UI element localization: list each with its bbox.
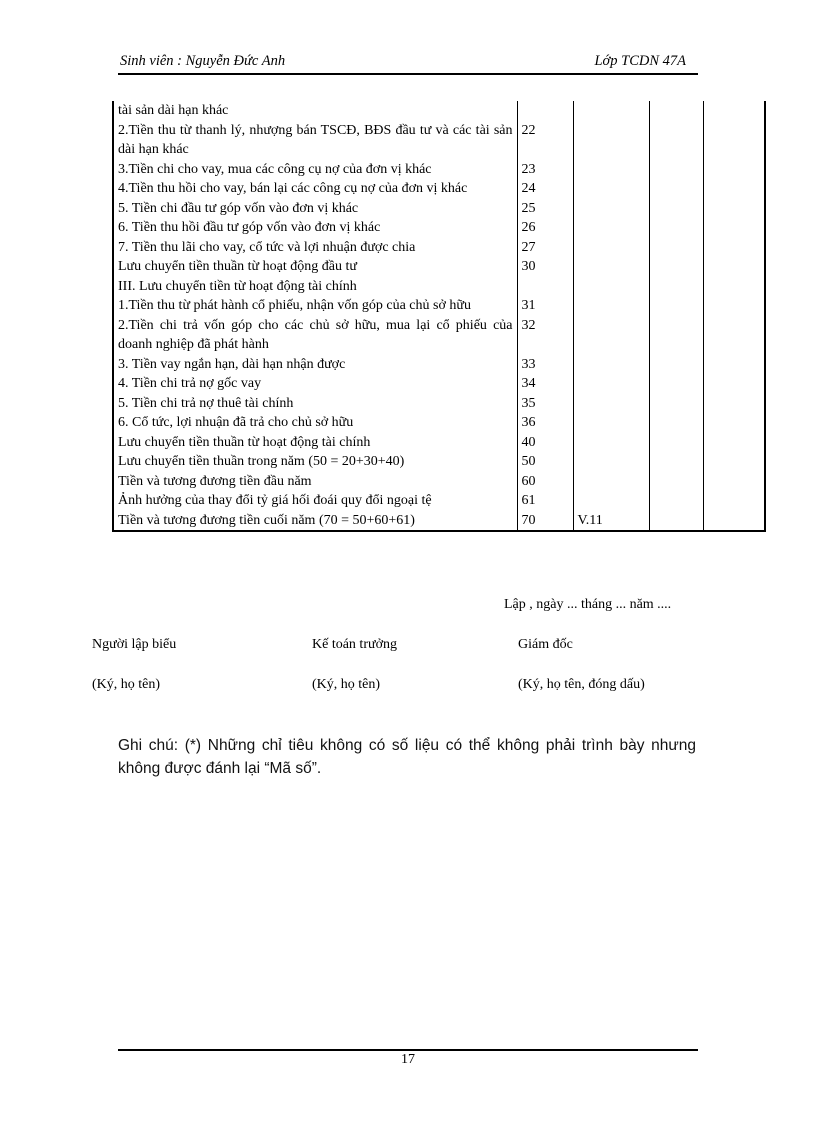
row-previous-year [703,296,765,316]
row-current-year [649,296,703,316]
row-code: 34 [517,374,573,394]
header-rule [118,73,698,75]
row-note [573,160,649,180]
row-previous-year [703,394,765,414]
row-previous-year [703,511,765,532]
row-item-label: 3. Tiền vay ngắn hạn, dài hạn nhận được [113,355,517,375]
row-note [573,101,649,121]
row-code: 33 [517,355,573,375]
row-current-year [649,355,703,375]
row-note [573,394,649,414]
row-note [573,218,649,238]
row-note [573,277,649,297]
row-current-year [649,374,703,394]
chief-accountant-title: Kế toán trưởng [312,637,397,652]
row-current-year [649,511,703,532]
table-row [113,394,765,414]
footer-rule [118,1049,698,1051]
row-item-label: 3.Tiền chi cho vay, mua các công cụ nợ của đơn vị khác [113,160,517,180]
row-previous-year [703,238,765,258]
row-item-label: 7. Tiền thu lãi cho vay, cổ tức và lợi nhuận được chia [113,238,517,258]
row-item-label: Lưu chuyển tiền thuần từ hoạt động tài chính [113,433,517,453]
row-item-label: 2.Tiền chi trả vốn góp cho các chủ sở hữu, mua lại cổ phiếu của doanh nghiệp đã phát hành [113,316,517,355]
row-current-year [649,257,703,277]
row-previous-year [703,179,765,199]
table-row [113,238,765,258]
row-note: V.11 [573,511,649,532]
row-item-label: Lưu chuyển tiền thuần trong năm (50 = 20+30+40) [113,452,517,472]
row-current-year [649,160,703,180]
row-code: 22 [517,121,573,160]
row-current-year [649,179,703,199]
row-item-label: 6. Tiền thu hồi đầu tư góp vốn vào đơn vị khác [113,218,517,238]
row-current-year [649,394,703,414]
place-date: Lập , ngày ... tháng ... năm .... [504,597,672,612]
student-name: Sinh viên : Nguyễn Đức Anh [120,53,286,69]
row-note [573,472,649,492]
row-code [517,277,573,297]
row-item-label: 2.Tiền thu từ thanh lý, nhượng bán TSCĐ, BĐS đầu tư và các tài sản dài hạn khác [113,121,517,160]
row-current-year [649,121,703,160]
row-note [573,257,649,277]
row-note [573,491,649,511]
row-code [517,101,573,121]
preparer-title: Người lập biểu [92,637,177,652]
table-row [113,121,765,160]
director-sign-note: (Ký, họ tên, đóng dấu) [518,677,645,692]
table-row [113,374,765,394]
row-note [573,179,649,199]
row-note [573,374,649,394]
row-code: 27 [517,238,573,258]
table-row [113,472,765,492]
row-item-label: Tiền và tương đương tiền cuối năm (70 = 50+60+61) [113,511,517,532]
row-code: 24 [517,179,573,199]
row-current-year [649,218,703,238]
row-note [573,238,649,258]
row-current-year [649,277,703,297]
row-note [573,121,649,160]
row-current-year [649,101,703,121]
table-row [113,355,765,375]
row-previous-year [703,160,765,180]
row-code: 61 [517,491,573,511]
row-note [573,296,649,316]
row-current-year [649,452,703,472]
row-code: 40 [517,433,573,453]
class-name: Lớp TCDN 47A [594,53,686,69]
row-current-year [649,238,703,258]
row-code: 31 [517,296,573,316]
row-item-label: 4.Tiền thu hồi cho vay, bán lại các công cụ nợ của đơn vị khác [113,179,517,199]
row-code: 36 [517,413,573,433]
table-row [113,257,765,277]
row-note [573,316,649,355]
row-item-label: 5. Tiền chi đầu tư góp vốn vào đơn vị khác [113,199,517,219]
table-row [113,179,765,199]
row-current-year [649,433,703,453]
row-item-label: 1.Tiền thu từ phát hành cổ phiếu, nhận vốn góp của chủ sở hữu [113,296,517,316]
row-previous-year [703,101,765,121]
row-previous-year [703,491,765,511]
row-previous-year [703,218,765,238]
row-item-label: 6. Cổ tức, lợi nhuận đã trả cho chủ sở hữu [113,413,517,433]
row-item-label: Ảnh hưởng của thay đổi tỷ giá hối đoái quy đổi ngoại tệ [113,491,517,511]
table-row [113,433,765,453]
table-row [113,277,765,297]
row-item-label: 5. Tiền chi trả nợ thuê tài chính [113,394,517,414]
row-previous-year [703,277,765,297]
row-item-label: Lưu chuyển tiền thuần từ hoạt động đầu tư [113,257,517,277]
row-code: 30 [517,257,573,277]
row-code: 35 [517,394,573,414]
row-current-year [649,199,703,219]
row-code: 32 [517,316,573,355]
table-row [113,491,765,511]
table-row [113,452,765,472]
row-item-label: Tiền và tương đương tiền đầu năm [113,472,517,492]
director-title: Giám đốc [518,637,573,652]
row-note [573,199,649,219]
table-row [113,101,765,121]
accountant-sign-note: (Ký, họ tên) [312,677,381,692]
cash-flow-table [112,101,766,532]
row-previous-year [703,257,765,277]
row-note [573,433,649,453]
row-previous-year [703,121,765,160]
row-previous-year [703,452,765,472]
row-code: 26 [517,218,573,238]
row-item-label: III. Lưu chuyển tiền từ hoạt động tài chính [113,277,517,297]
row-item-label: 4. Tiền chi trả nợ gốc vay [113,374,517,394]
row-note [573,452,649,472]
row-code: 23 [517,160,573,180]
row-previous-year [703,355,765,375]
preparer-sign-note: (Ký, họ tên) [92,677,161,692]
row-previous-year [703,433,765,453]
row-previous-year [703,316,765,355]
row-note [573,413,649,433]
row-code: 70 [517,511,573,532]
table-row [113,199,765,219]
table-row [113,218,765,238]
page-header [118,53,698,73]
row-previous-year [703,472,765,492]
table-row [113,316,765,355]
row-item-label: tài sản dài hạn khác [113,101,517,121]
row-code: 25 [517,199,573,219]
table-row [113,296,765,316]
row-previous-year [703,374,765,394]
page-number: 17 [401,1052,415,1067]
table-row [113,160,765,180]
row-previous-year [703,199,765,219]
row-note [573,355,649,375]
footnote: Ghi chú: (*) Những chỉ tiêu không có số liệu có thể không phải trình bày nhưng không được đánh lại “Mã số”. [118,737,696,777]
cash-flow-table-body [113,101,765,531]
row-current-year [649,413,703,433]
row-current-year [649,316,703,355]
table-row [113,511,765,532]
row-current-year [649,472,703,492]
row-current-year [649,491,703,511]
table-row [113,413,765,433]
row-previous-year [703,413,765,433]
row-code: 50 [517,452,573,472]
row-code: 60 [517,472,573,492]
